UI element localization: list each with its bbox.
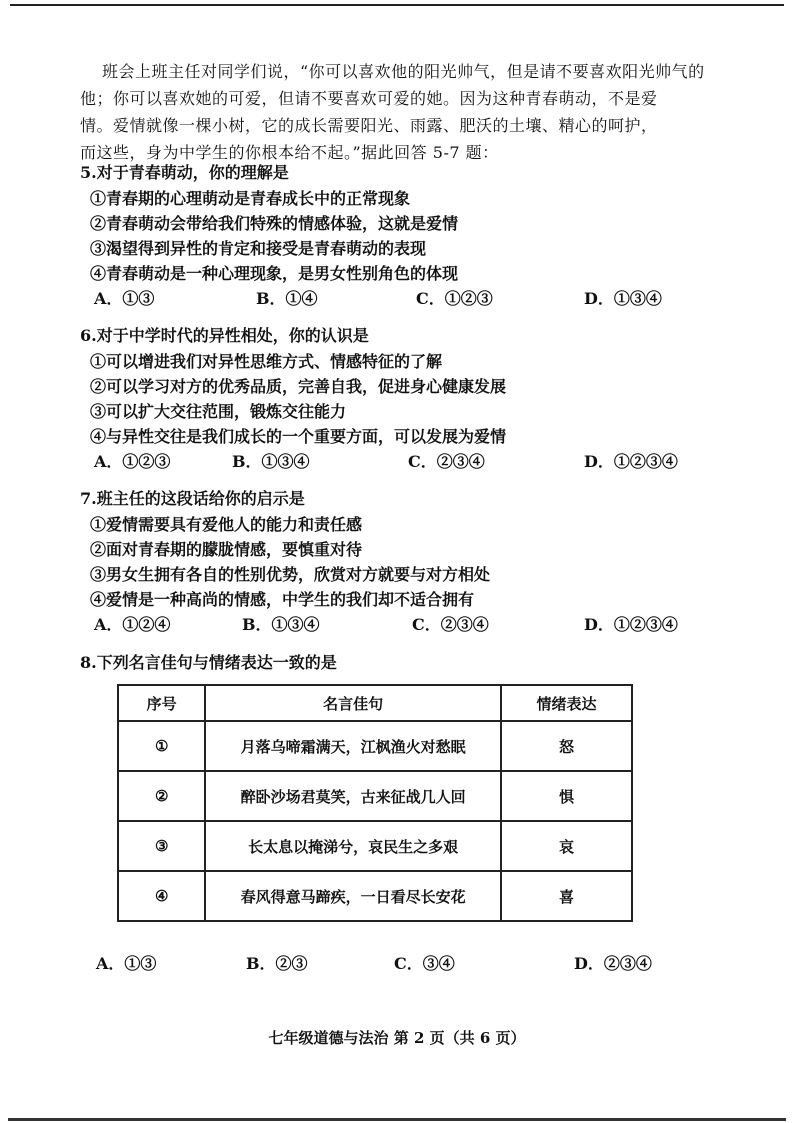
statement-option: ②青春萌动会带给我们特殊的情感体验，这就是爱情: [90, 214, 459, 233]
question-6: [80, 323, 678, 475]
row-quote: 春风得意马蹄疾，一日看尽长安花: [205, 871, 501, 921]
question-7: [80, 486, 678, 638]
statement-option: ③渴望得到异性的肯定和接受是青春萌动的表现: [90, 239, 427, 258]
row-number: ④: [118, 871, 205, 921]
choice-d: D．①③④: [584, 289, 662, 308]
choice-a: A．①③: [96, 954, 157, 973]
row-number: ①: [118, 721, 205, 771]
page-footer: 七年级道德与法治 第 2 页（共 6 页）: [268, 1029, 526, 1047]
statement-option: ④爱情是一种高尚的情感，中学生的我们却不适合拥有: [90, 590, 475, 609]
row-emotion: 怒: [501, 721, 632, 771]
bottom-border-line: [8, 1118, 786, 1121]
reading-passage: [80, 58, 730, 166]
choice-c: C．①②③: [416, 289, 493, 308]
statement-option: ①爱情需要具有爱他人的能力和责任感: [90, 515, 363, 534]
choice-c: C．②③④: [408, 452, 485, 471]
choice-a: A．①②④: [94, 615, 171, 634]
row-emotion: 惧: [501, 771, 632, 821]
choice-b: B．①③④: [242, 615, 320, 634]
statement-option: ④与异性交往是我们成长的一个重要方面，可以发展为爱情: [90, 427, 507, 446]
row-quote: 月落乌啼霜满天，江枫渔火对愁眠: [205, 721, 501, 771]
choice-c: C．③④: [394, 954, 455, 973]
choice-b: B．①④: [256, 289, 318, 308]
top-border-line: [10, 4, 784, 6]
passage-line: 情。爱情就像一棵小树，它的成长需要阳光、雨露、肥沃的土壤、精心的呵护，: [80, 116, 658, 135]
statement-option: ④青春萌动是一种心理现象，是男女性别角色的体现: [90, 264, 459, 283]
header-emotion: 情绪表达: [501, 685, 632, 721]
choice-a: A．①②③: [94, 452, 171, 471]
question-stem: 5.对于青春萌动，你的理解是: [80, 163, 289, 182]
question-stem: 7.班主任的这段话给你的启示是: [80, 489, 305, 508]
header-quote: 名言佳句: [205, 685, 501, 721]
statement-option: ②面对青春期的朦胧情感，要慎重对待: [90, 540, 363, 559]
table-row: [118, 771, 632, 821]
answer-choices: [80, 612, 678, 638]
passage-line: 班会上班主任对同学们说，“你可以喜欢他的阳光帅气，但是请不要喜欢阳光帅气的: [102, 62, 705, 81]
statement-option: ③男女生拥有各自的性别优势，欣赏对方就要与对方相处: [90, 565, 491, 584]
choice-d: D．①②③④: [584, 615, 678, 634]
header-number: 序号: [118, 685, 205, 721]
choice-a: A．①③: [94, 289, 155, 308]
table-row: [118, 871, 632, 921]
choice-d: D．②③④: [574, 954, 652, 973]
question-stem: 6.对于中学时代的异性相处，你的认识是: [80, 326, 369, 345]
row-emotion: 哀: [501, 821, 632, 871]
question-5: [80, 160, 662, 312]
row-quote: 长太息以掩涕兮，哀民生之多艰: [205, 821, 501, 871]
quotes-emotion-table: [117, 684, 633, 922]
passage-line: 而这些，身为中学生的你根本给不起。”据此回答 5-7 题：: [80, 143, 499, 162]
row-number: ③: [118, 821, 205, 871]
row-number: ②: [118, 771, 205, 821]
choice-b: B．①③④: [232, 452, 310, 471]
choice-d: D．①②③④: [584, 452, 678, 471]
statement-option: ①可以增进我们对异性思维方式、情感特征的了解: [90, 352, 443, 371]
choice-c: C．②③④: [412, 615, 489, 634]
row-quote: 醉卧沙场君莫笑，古来征战几人回: [205, 771, 501, 821]
answer-choices: [80, 286, 662, 312]
question-stem: 8.下列名言佳句与情绪表达一致的是: [80, 653, 337, 672]
answer-choices: [80, 449, 678, 475]
statement-option: ②可以学习对方的优秀品质，完善自我，促进身心健康发展: [90, 377, 507, 396]
answer-choices: [96, 951, 736, 979]
question-8: [80, 650, 337, 676]
statement-option: ①青春期的心理萌动是青春成长中的正常现象: [90, 189, 411, 208]
table-header-row: [118, 685, 632, 721]
statement-option: ③可以扩大交往范围，锻炼交往能力: [90, 402, 347, 421]
row-emotion: 喜: [501, 871, 632, 921]
table-row: [118, 821, 632, 871]
table-row: [118, 721, 632, 771]
choice-b: B．②③: [246, 954, 308, 973]
passage-line: 他；你可以喜欢她的可爱，但请不要喜欢可爱的她。因为这种青春萌动，不是爱: [80, 89, 658, 108]
